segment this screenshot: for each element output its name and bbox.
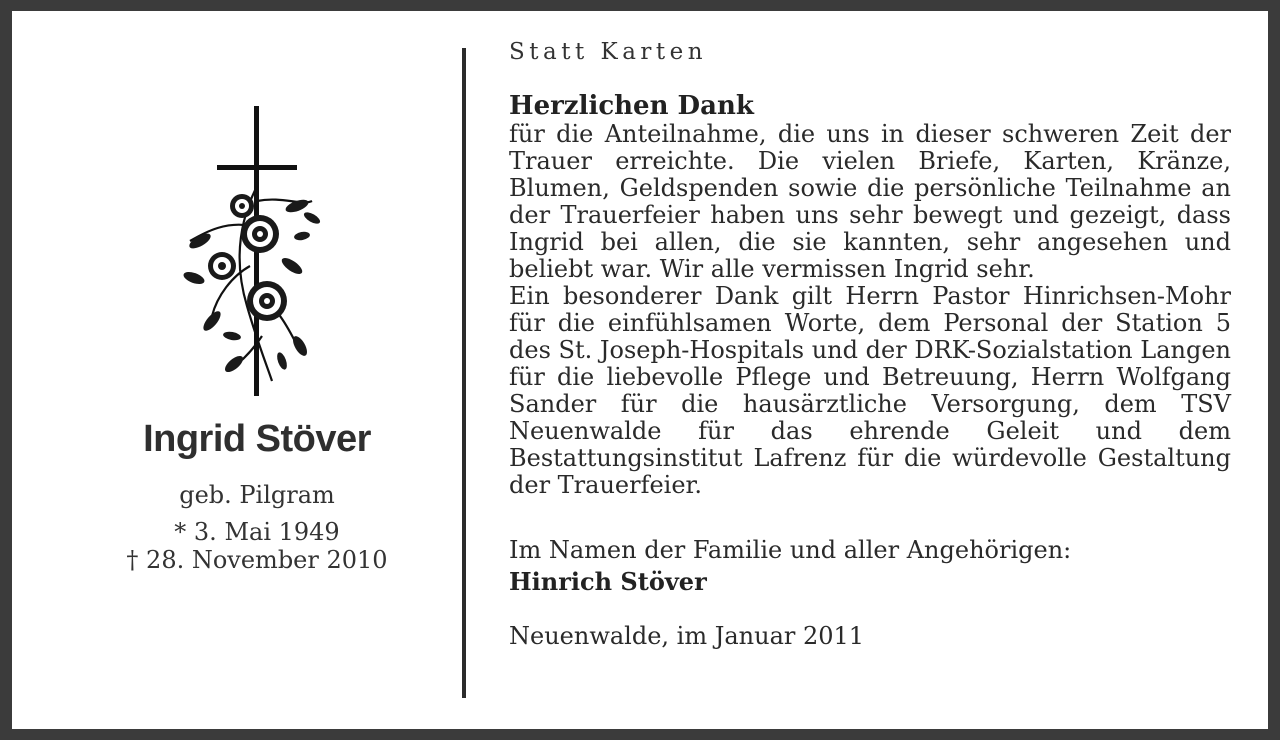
signer-name: Hinrich Stöver xyxy=(509,567,707,596)
thanks-paragraph-2: Ein besonderer Dank gilt Herrn Pastor Hinrichsen-Mohr für die einfühlsamen Worte, dem Personal der Station 5 des St. Joseph-Hospitals und der DRK-Sozialstation Langen für die liebevolle Pflege und Betreuung, Herrn Wolfgang Sander für die hausärztliche Versorgung, dem TSV Neuenwalde für das ehrende Geleit und dem Bestattungsinstitut Lafrenz für die würdevolle Gestaltung der Trauerfeier. xyxy=(509,282,1231,499)
closing-line: Im Namen der Familie und aller Angehörigen: xyxy=(509,536,1072,564)
maiden-name: geb. Pilgram xyxy=(179,481,335,509)
deceased-name: Ingrid Stöver xyxy=(143,418,371,460)
thanks-heading: Herzlichen Dank xyxy=(509,91,754,121)
place-date: Neuenwalde, im Januar 2011 xyxy=(509,622,865,650)
thanks-text xyxy=(509,39,1231,650)
death-date: † 28. November 2010 xyxy=(126,546,388,574)
kicker: Statt Karten xyxy=(509,39,708,65)
obituary-card xyxy=(12,11,1268,729)
cross-with-roses-icon xyxy=(172,106,322,396)
thanks-paragraph-1: für die Anteilnahme, die uns in dieser schweren Zeit der Trauer erreichte. Die vielen Briefe, Karten, Kränze, Blumen, Geldspenden sowie die persönliche Teilnahme an der Trauerfeier haben uns sehr bewegt und gezeigt, dass Ingrid bei allen, die sie kannten, sehr angesehen und beliebt war. Wir alle vermissen Ingrid sehr. xyxy=(509,120,1231,283)
vertical-divider xyxy=(462,48,466,698)
birth-date: * 3. Mai 1949 xyxy=(174,518,340,546)
deceased-panel xyxy=(12,11,462,729)
